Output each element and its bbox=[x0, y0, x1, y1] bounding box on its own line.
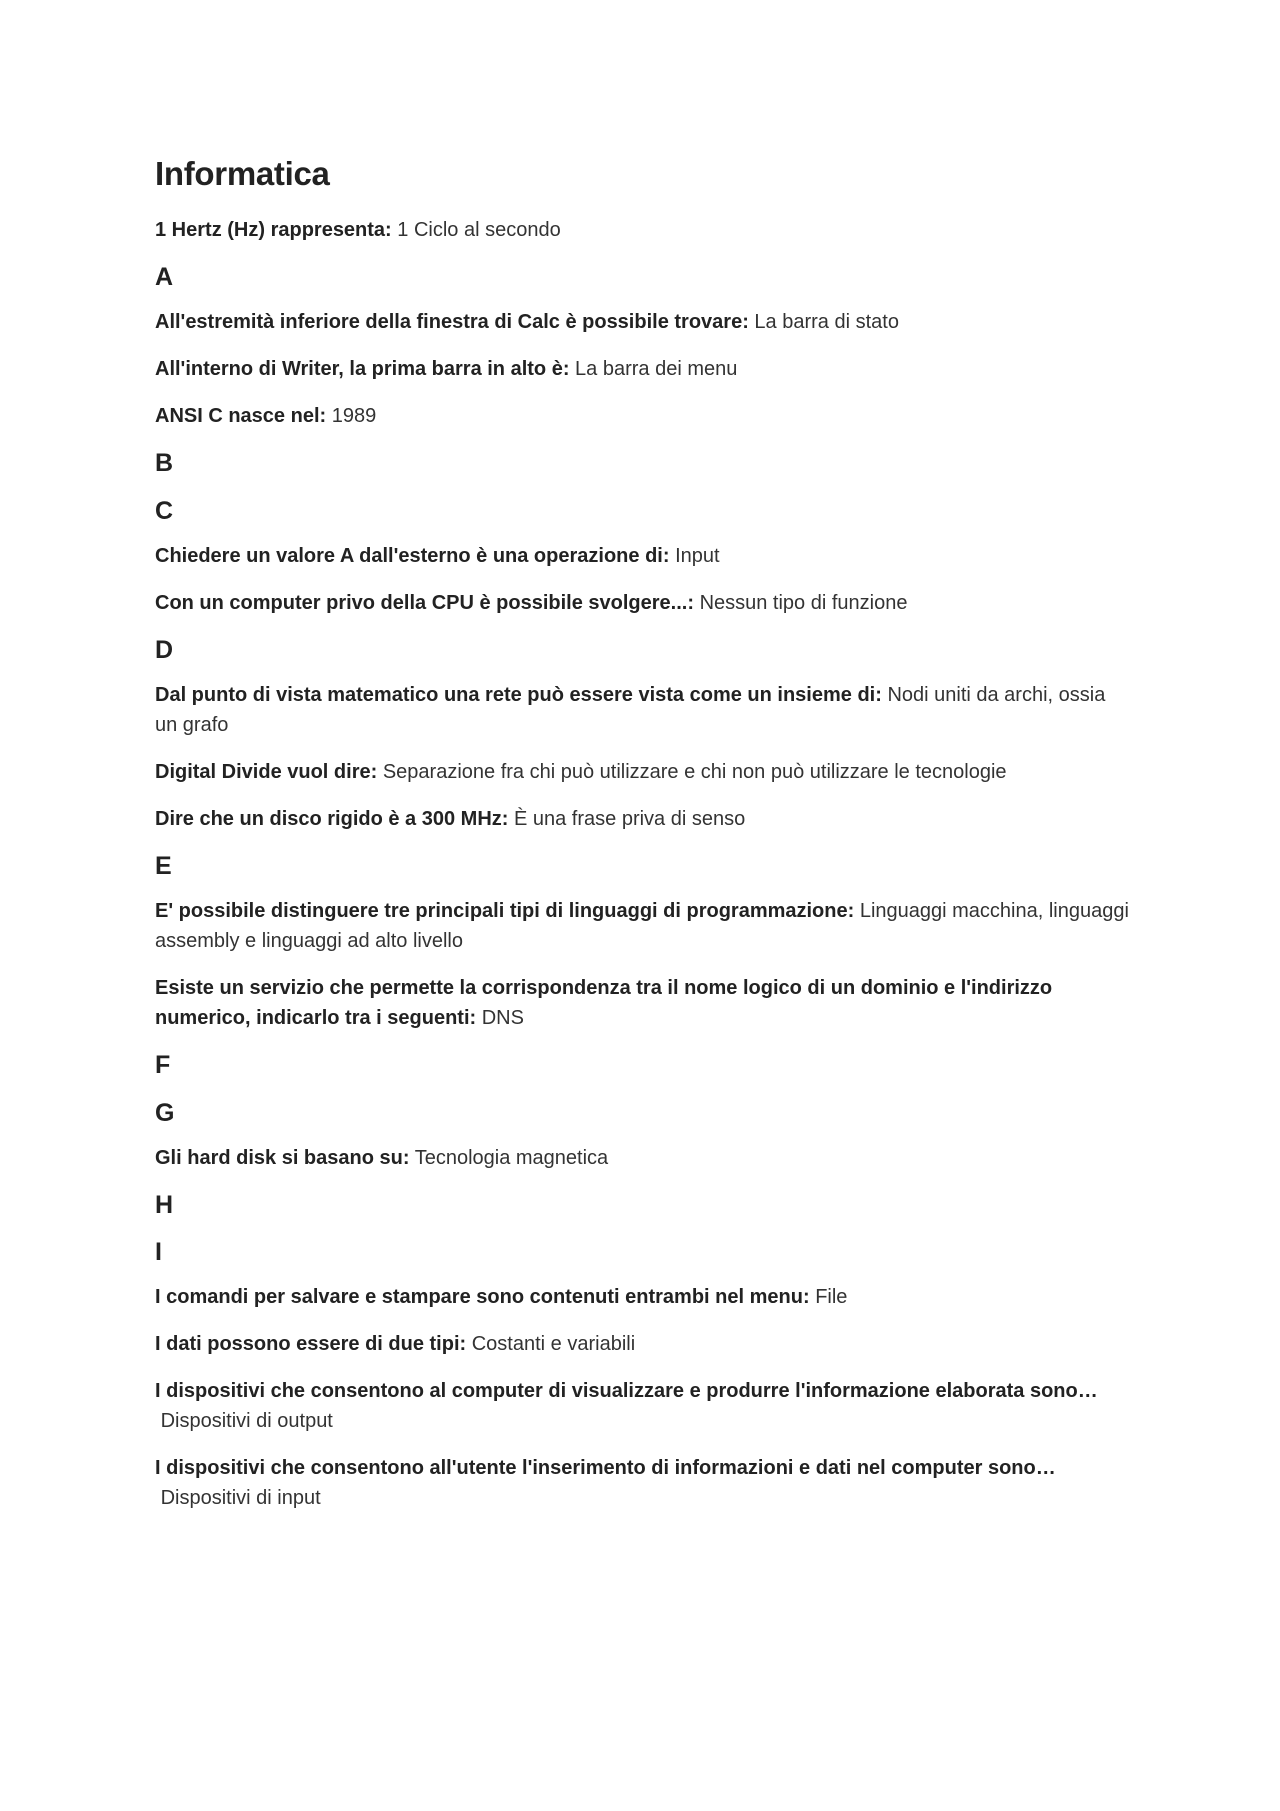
section-letter: E bbox=[155, 852, 172, 880]
answer: Separazione fra chi può utilizzare e chi non può utilizzare le tecnologie bbox=[382, 761, 1007, 783]
document-page bbox=[155, 155, 1130, 1530]
section-letter: H bbox=[155, 1190, 174, 1219]
qa-entry bbox=[155, 354, 1130, 384]
answer: 1 Ciclo al secondo bbox=[397, 219, 561, 241]
section-h bbox=[155, 1190, 1130, 1221]
qa-entry bbox=[155, 1143, 1130, 1173]
section-letter: F bbox=[155, 1051, 171, 1080]
section-e bbox=[155, 851, 1130, 1033]
answer: Nodi uniti da archi, ossia un grafo bbox=[155, 684, 1106, 736]
qa-entry bbox=[155, 1329, 1130, 1359]
question: I dati possono essere di due tipi: bbox=[155, 1333, 467, 1356]
glossary-sections bbox=[155, 262, 1130, 1513]
answer: Dispositivi di output bbox=[160, 1410, 333, 1433]
question: I comandi per salvare e stampare sono contenuti entrambi nel menu: bbox=[155, 1286, 810, 1309]
section-letter: D bbox=[155, 635, 174, 664]
section-letter: G bbox=[155, 1098, 175, 1127]
answer: La barra dei menu bbox=[575, 358, 738, 381]
answer: DNS bbox=[481, 1007, 524, 1030]
section-g bbox=[155, 1098, 1130, 1173]
section-i bbox=[155, 1237, 1130, 1513]
qa-entry bbox=[155, 401, 1130, 431]
qa-entry bbox=[155, 307, 1130, 337]
answer: Input bbox=[675, 544, 720, 567]
question: Esiste un servizio che permette la corrispondenza tra il nome logico di un dominio e l'indirizzo numerico, indicarlo tra i seguenti: bbox=[155, 977, 1053, 1030]
section-letter: A bbox=[155, 263, 174, 291]
answer: Costanti e variabili bbox=[471, 1333, 636, 1356]
question: I dispositivi che consentono al computer di visualizzare e produrre l'informazione elaborata sono… bbox=[155, 1380, 1098, 1403]
answer: Linguaggi macchina, linguaggi assembly e linguaggi ad alto livello bbox=[155, 900, 1129, 953]
question: Chiedere un valore A dall'esterno è una operazione di: bbox=[155, 544, 670, 567]
qa-entry bbox=[155, 541, 1130, 571]
intro-entry bbox=[155, 215, 1130, 245]
section-d bbox=[155, 635, 1130, 834]
question: E' possibile distinguere tre principali tipi di linguaggi di programmazione: bbox=[155, 900, 855, 923]
question: Gli hard disk si basano su: bbox=[155, 1146, 410, 1169]
answer: È una frase priva di senso bbox=[513, 808, 746, 830]
section-f bbox=[155, 1050, 1130, 1081]
question: Con un computer privo della CPU è possibile svolgere...: bbox=[155, 591, 694, 614]
section-letter: B bbox=[155, 449, 174, 478]
answer: La barra di stato bbox=[754, 311, 899, 334]
qa-entry bbox=[155, 1282, 1130, 1312]
answer: File bbox=[815, 1286, 848, 1309]
qa-entry bbox=[155, 1376, 1130, 1436]
question: I dispositivi che consentono all'utente l'inserimento di informazioni e dati nel computer sono… bbox=[155, 1457, 1056, 1480]
qa-entry bbox=[155, 1453, 1130, 1513]
question: Dire che un disco rigido è a 300 MHz: bbox=[155, 808, 509, 830]
question: All'interno di Writer, la prima barra in alto è: bbox=[155, 358, 570, 381]
qa-entry bbox=[155, 680, 1130, 740]
question: Digital Divide vuol dire: bbox=[155, 761, 378, 783]
question: 1 Hertz (Hz) rappresenta: bbox=[155, 219, 392, 241]
qa-entry bbox=[155, 757, 1130, 787]
qa-entry bbox=[155, 896, 1130, 956]
question: Dal punto di vista matematico una rete può essere vista come un insieme di: bbox=[155, 684, 882, 706]
question: All'estremità inferiore della finestra di Calc è possibile trovare: bbox=[155, 311, 749, 334]
section-letter: I bbox=[155, 1238, 162, 1266]
section-a bbox=[155, 262, 1130, 431]
document-title: Informatica bbox=[155, 155, 330, 192]
section-b bbox=[155, 448, 1130, 479]
answer: 1989 bbox=[331, 405, 377, 428]
answer: Dispositivi di input bbox=[160, 1487, 321, 1510]
question: ANSI C nasce nel: bbox=[155, 405, 327, 428]
qa-entry bbox=[155, 588, 1130, 618]
answer: Nessun tipo di funzione bbox=[699, 591, 908, 614]
section-letter: C bbox=[155, 496, 174, 525]
qa-entry bbox=[155, 804, 1130, 834]
answer: Tecnologia magnetica bbox=[414, 1146, 609, 1169]
qa-entry bbox=[155, 973, 1130, 1033]
section-c bbox=[155, 496, 1130, 618]
